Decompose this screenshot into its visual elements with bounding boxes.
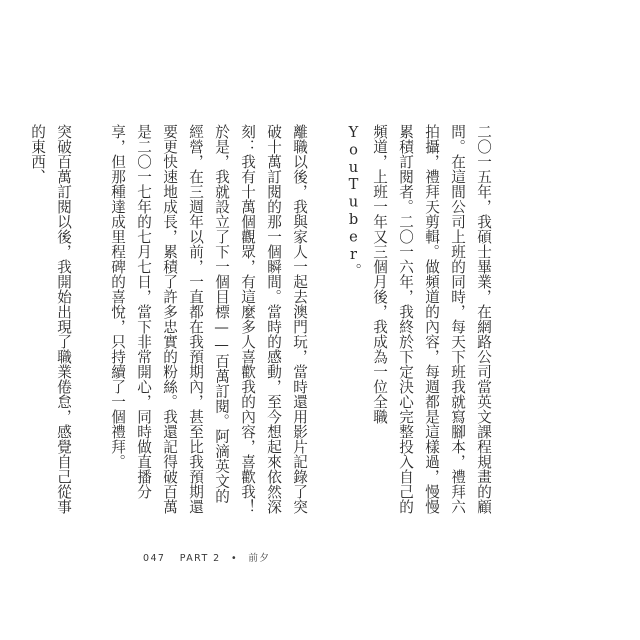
part-label: PART 2 — [179, 553, 221, 564]
paragraph-1: 二〇一五年，我碩士畢業，在網路公司當英文課程規畫的顧問。在這間公司上班的同時，每天下班我就寫腳本，禮拜六拍攝，禮拜天剪輯。做頻道的內容，每週都是這樣過，慢慢累積訂閱者。二〇一六年，我終於下定決心完整投入自己的頻道，上班一年又三個月後，我成為一位全職 YouTuber。 — [345, 124, 492, 514]
page-number: 047 — [143, 553, 166, 564]
body-text — [29, 124, 496, 514]
chapter-title: 前夕 — [248, 553, 271, 564]
paragraph-3: 突破百萬訂閱以後，我開始出現了職業倦怠，感覺自己從事的東西、 — [29, 124, 72, 514]
paragraph-2: 離職以後，我與家人一起去澳門玩，當時還用影片記錄了突破十萬訂閱的那一個瞬間。當時的感動，至今想起來依然深刻：我有十萬個觀眾，有這麼多人喜歡我的內容，喜歡我！於是，我就設立了下一個目標——百萬訂閱。阿滴英文的經營，在三週年以前，一直都在我預期內，甚至比我預期還要更快速地成長，累積了許多忠實的粉絲。我還記得破百萬是二〇一七年的七月七日，當下非常開心，同時做直播分享，但那種達成里程碑的喜悅，只持續了一個禮拜。 — [109, 124, 308, 514]
separator-dot: • — [230, 553, 238, 564]
page-footer — [143, 550, 270, 564]
